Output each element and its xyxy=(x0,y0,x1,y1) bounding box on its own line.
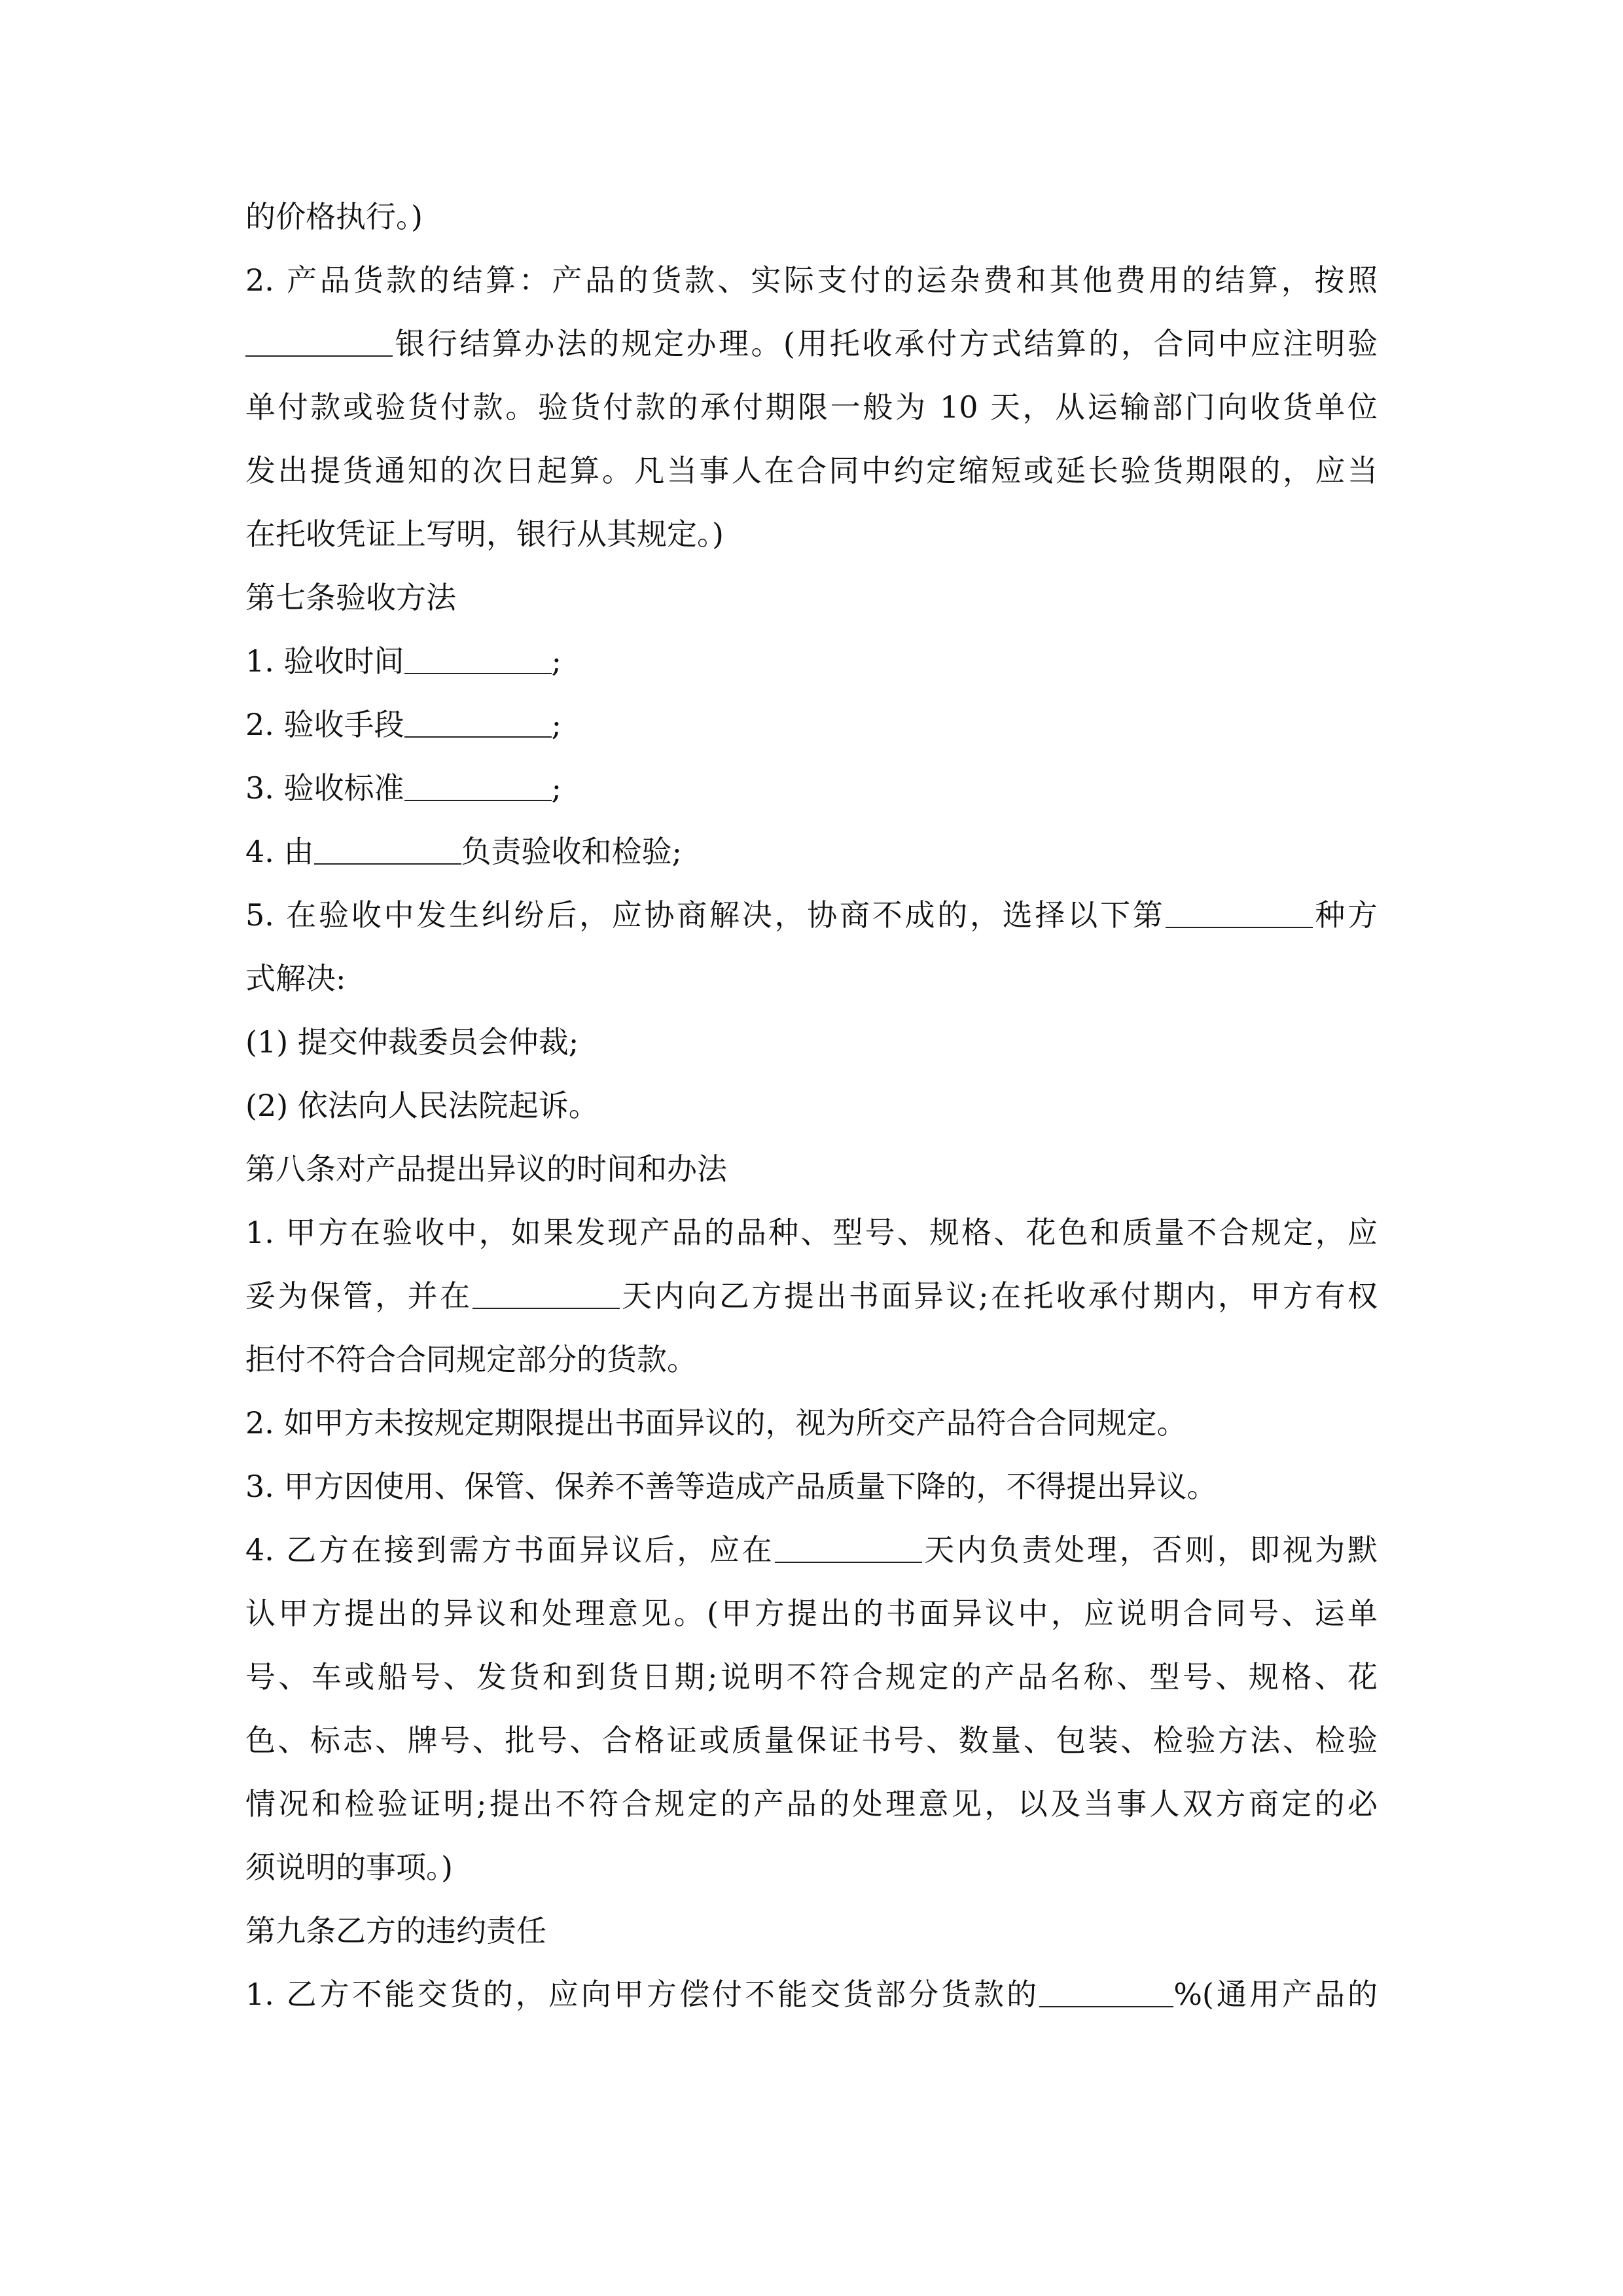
text-line: 在托收凭证上写明，银行从其规定。) xyxy=(245,516,724,552)
text-line: 3. 验收标准 ; xyxy=(245,770,562,806)
text-line: 须说明的事项。) xyxy=(245,1850,453,1885)
text-line: 色、标志、牌号、批号、合格证或质量保证书号、数量、包装、检验方法、检验 xyxy=(245,1723,1378,1758)
text-line: 3. 甲方因使用、保管、保养不善等造成产品质量下降的，不得提出异议。 xyxy=(245,1469,1217,1504)
fill-in-blank xyxy=(1166,898,1313,928)
section-heading: 第七条验收方法 xyxy=(245,580,456,615)
text-line: 拒付不符合合同规定部分的货款。 xyxy=(245,1342,697,1377)
text-line: 号、车或船号、发货和到货日期;说明不符合规定的产品名称、型号、规格、花 xyxy=(245,1659,1378,1695)
text-line: 4. 乙方在接到需方书面异议后，应在 天内负责处理，否则，即视为默 xyxy=(245,1532,1378,1568)
text-line: (1) 提交仲裁委员会仲裁; xyxy=(245,1024,579,1060)
text-line: 妥为保管，并在 天内向乙方提出书面异议;在托收承付期内，甲方有权 xyxy=(245,1278,1378,1314)
text-line: (2) 依法向人民法院起诉。 xyxy=(245,1088,599,1123)
text-line: 1. 验收时间 ; xyxy=(245,643,562,679)
text-line: 认甲方提出的异议和处理意见。(甲方提出的书面异议中，应说明合同号、运单 xyxy=(245,1596,1378,1631)
text-line: 2. 如甲方未按规定期限提出书面异议的，视为所交产品符合合同规定。 xyxy=(245,1405,1187,1441)
text-line: 式解决: xyxy=(245,961,346,996)
fill-in-blank xyxy=(245,327,393,357)
text-line: 5. 在验收中发生纠纷后，应协商解决，协商不成的，选择以下第 种方 xyxy=(245,897,1378,933)
fill-in-blank xyxy=(1039,1977,1173,2007)
text-line: 2. 产品货款的结算：产品的货款、实际支付的运杂费和其他费用的结算，按照 xyxy=(245,262,1378,298)
text-line: 2. 验收手段 ; xyxy=(245,707,562,742)
text-line: 的价格执行。) xyxy=(245,199,423,234)
fill-in-blank xyxy=(314,834,461,865)
fill-in-blank xyxy=(404,644,552,674)
fill-in-blank xyxy=(473,1279,620,1309)
text-line: 发出提货通知的次日起算。凡当事人在合同中约定缩短或延长验货期限的，应当 xyxy=(245,453,1378,488)
text-line: 单付款或验货付款。验货付款的承付期限一般为 10 天，从运输部门向收货单位 xyxy=(245,389,1378,425)
text-line: 银行结算办法的规定办理。(用托收承付方式结算的，合同中应注明验 xyxy=(245,321,1378,367)
text-line: 4. 由 负责验收和检验; xyxy=(245,834,683,869)
text-line: 1. 乙方不能交货的，应向甲方偿付不能交货部分货款的 %(通用产品的 xyxy=(245,1977,1378,2012)
text-line: 情况和检验证明;提出不符合规定的产品的处理意见，以及当事人双方商定的必 xyxy=(245,1786,1378,1821)
text-line: 1. 甲方在验收中，如果发现产品的品种、型号、规格、花色和质量不合规定，应 xyxy=(245,1215,1378,1250)
fill-in-blank xyxy=(404,708,552,738)
section-heading: 第八条对产品提出异议的时间和办法 xyxy=(245,1151,727,1187)
fill-in-blank xyxy=(775,1533,922,1563)
fill-in-blank xyxy=(404,771,552,801)
section-heading: 第九条乙方的违约责任 xyxy=(245,1913,546,1948)
